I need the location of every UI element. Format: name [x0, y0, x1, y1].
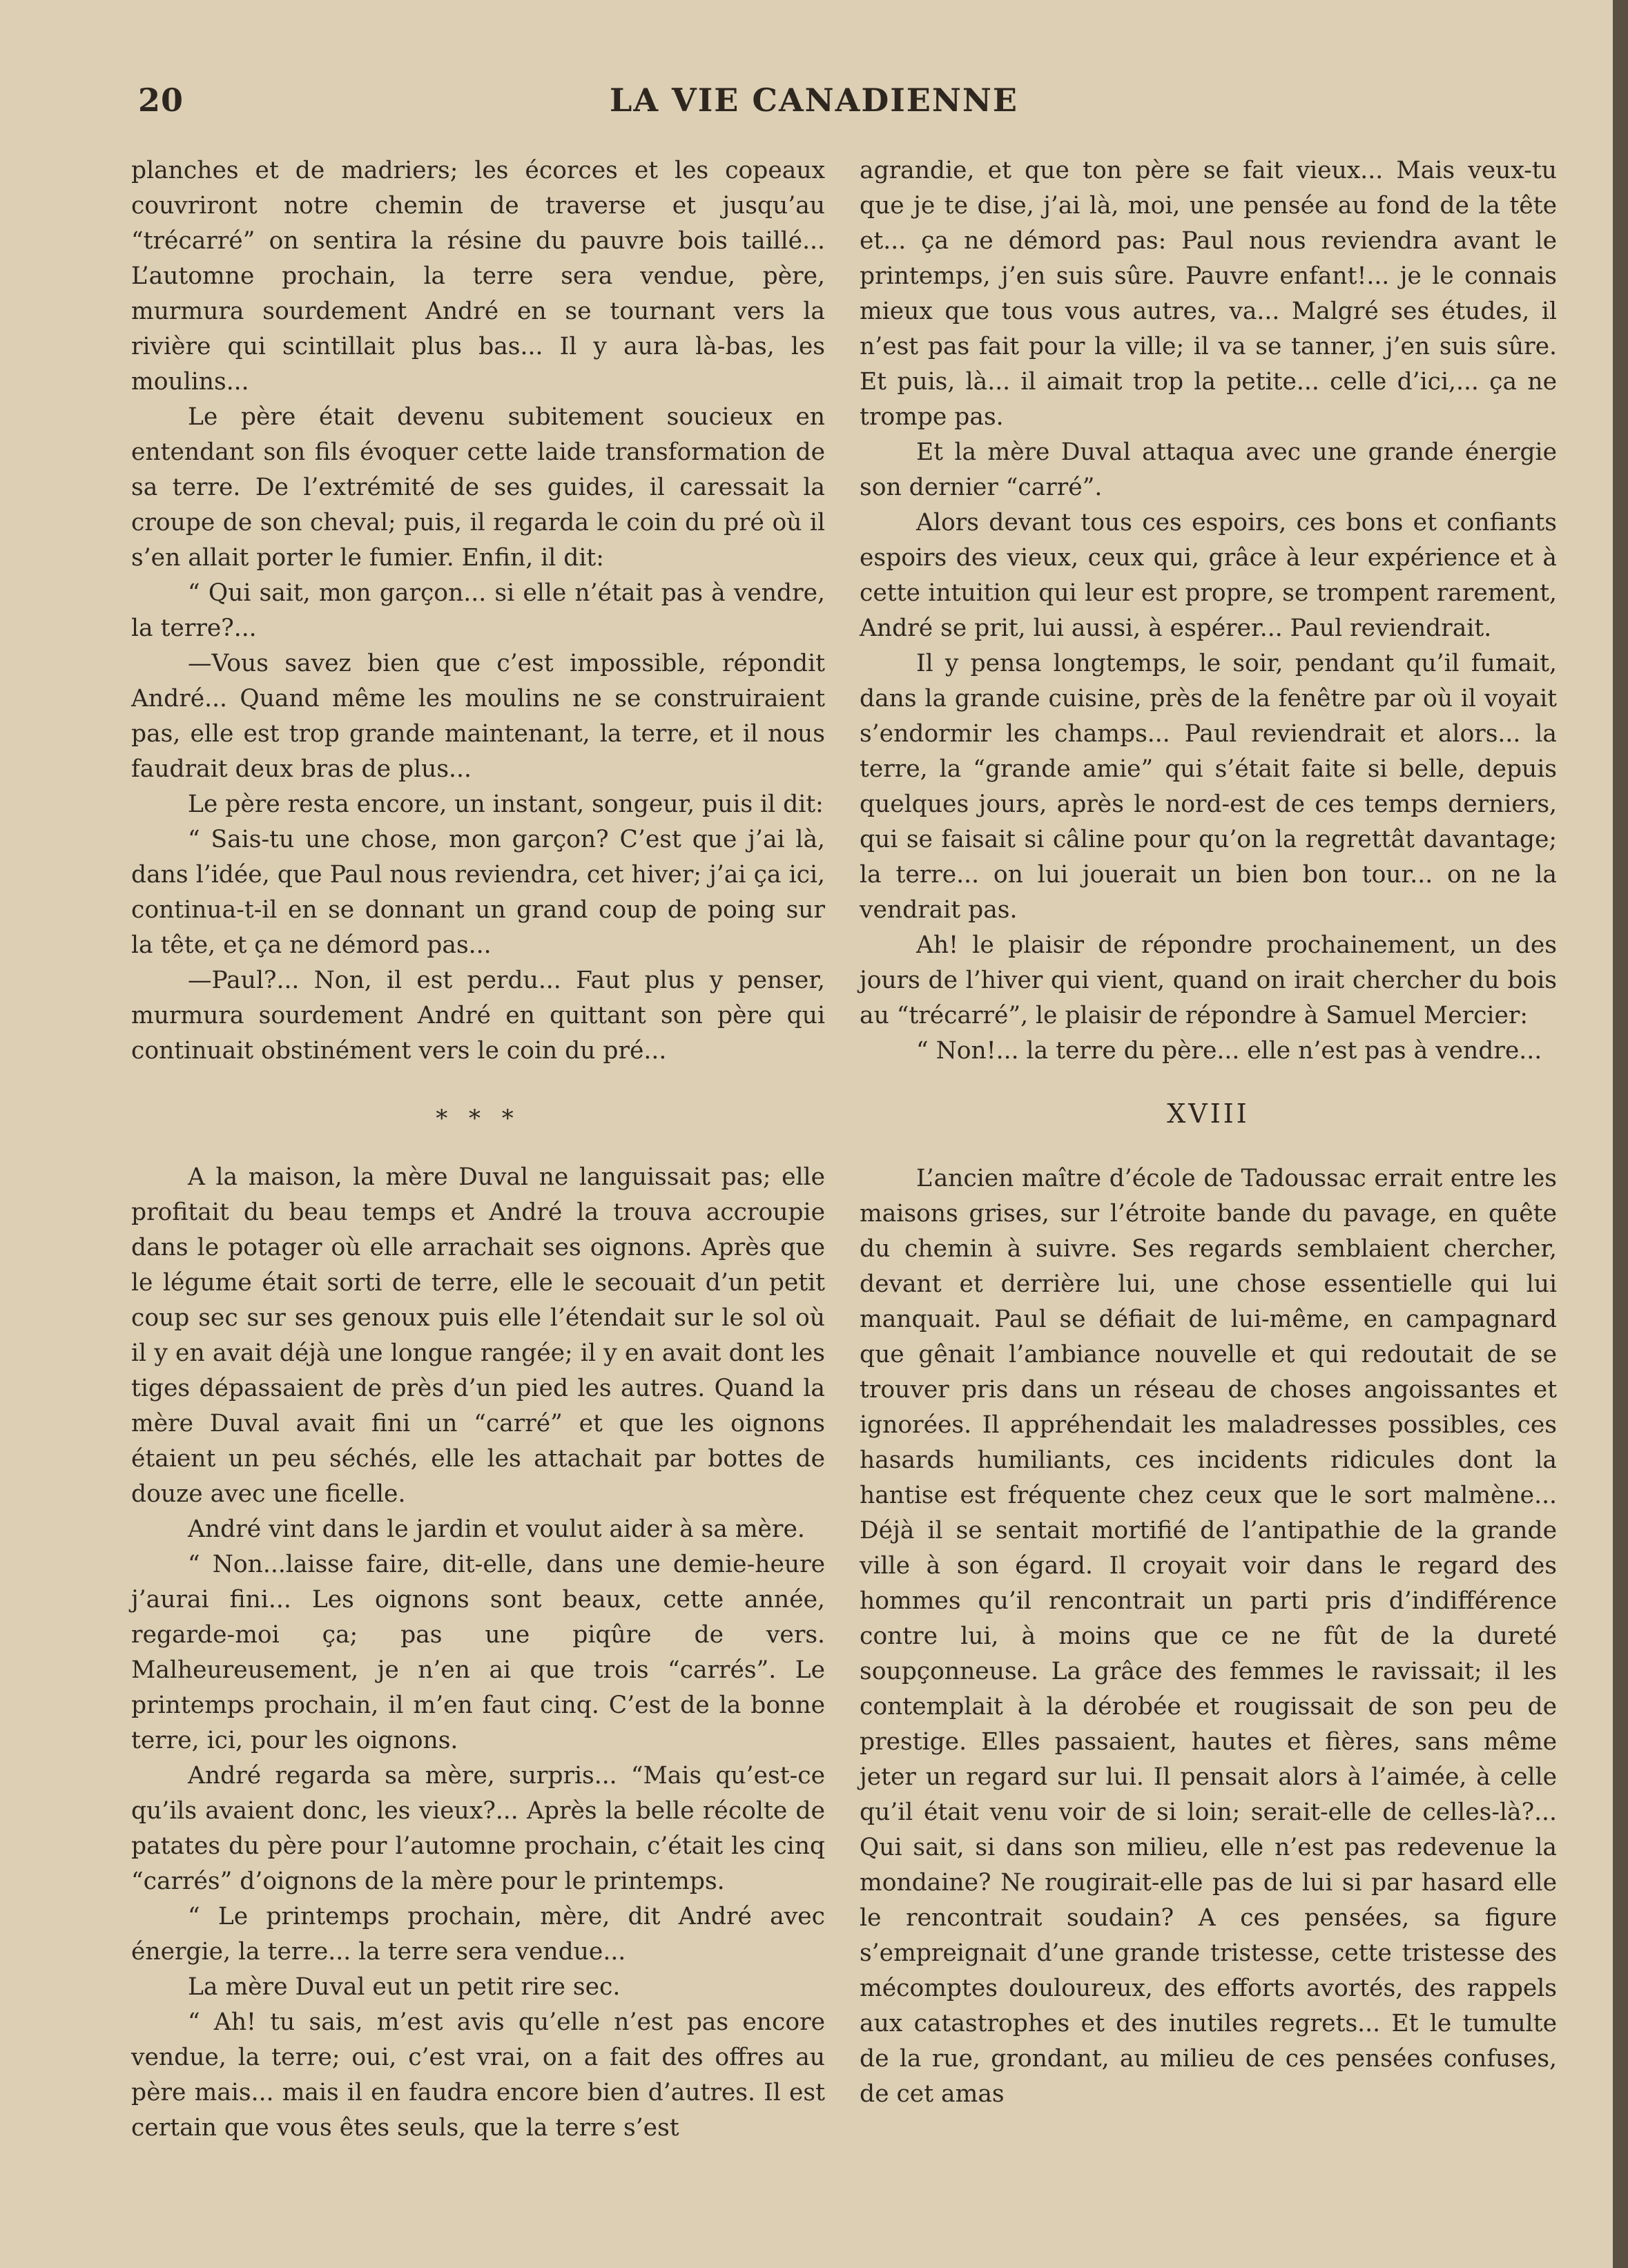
paragraph: André vint dans le jardin et voulut aider à sa mère. [188, 1515, 805, 1543]
paragraph: planches et de madriers; les écorces et les copeaux couvriront notre chemin de traverse et jusqu’au “trécarré” on sentira la résine du pauvre bois taillé... L’automne prochain, la terre sera vendue, père, murmura sourdement André en se tournant vers la rivière qui scintillait plus bas... Il y aura là-bas, les moulins... [131, 157, 825, 396]
left-column [131, 153, 825, 2146]
paragraph: La mère Duval eut un petit rire sec. [188, 1973, 621, 2001]
page-edge-shadow [1613, 0, 1628, 2268]
paragraph: André regarda sa mère, surpris... “Mais qu’est-ce qu’ils avaient donc, les vieux?... Après la belle récolte de patates du père pour l’automne prochain, c’était les cinq “carrés” d’oignons de la mère pour le printemps. [131, 1762, 825, 1895]
paragraph: “ Ah! tu sais, m’est avis qu’elle n’est pas encore vendue, la terre; oui, c’est vrai, on a fait des offres au père mais... mais il en faudra encore bien d’autres. Il est certain que vous êtes seuls, que la terre s’est [131, 2008, 825, 2142]
paragraph: Et la mère Duval attaqua avec une grande énergie son dernier “carré”. [860, 438, 1557, 501]
paragraph: A la maison, la mère Duval ne languissait pas; elle profitait du beau temps et André la trouva accroupie dans le potager où elle arrachait ses oignons. Après que le légume était sorti de terre, elle le secouait d’un petit coup sec sur ses genoux puis elle l’étendait sur le sol où il y en avait déjà une longue rangée; il y en avait dont les tiges dépassaient de près d’un pied les autres. Quand la mère Duval avait fini un “carré” et que les oignons étaient un peu séchés, elle les attachait par bottes de douze avec une ficelle. [131, 1163, 825, 1508]
paragraph: “ Sais-tu une chose, mon garçon? C’est que j’ai là, dans l’idée, que Paul nous reviendra, cet hiver; j’ai ça ici, continua-t-il en se donnant un grand coup de poing sur la tête, et ça ne démord pas... [131, 826, 825, 959]
paragraph: agrandie, et que ton père se fait vieux... Mais veux-tu que je te dise, j’ai là, moi, une pensée au fond de la tête et... ça ne démord pas: Paul nous reviendra avant le printemps, j’en suis sûre. Pauvre enfant!... je le connais mieux que tous vous autres, va... Malgré ses études, il n’est pas fait pour la ville; il va se tanner, j’en suis sûre. Et puis, là... il aimait trop la petite... celle d’ici,... ça ne trompe pas. [860, 157, 1557, 431]
chapter-heading: XVIII [1167, 1098, 1250, 1129]
paragraph: L’ancien maître d’école de Tadoussac errait entre les maisons grises, sur l’étroite bande du pavage, en quête du chemin à suivre. Ses regards semblaient chercher, devant et derrière lui, une chose essentielle qui lui manquait. Paul se défiait de lui-même, en campagnard que gênait l’ambiance nouvelle et qui redoutait de se trouver pris dans un réseau de choses angoissantes et ignorées. Il appréhendait les maladresses possibles, ces hasards humiliants, ces incidents ridicules dont la hantise est fréquente chez ceux que le sort malmène... Déjà il se sentait mortifié de l’antipathie de la grande ville à son égard. Il croyait voir dans le regard des hommes qu’il rencontrait un parti pris d’indifférence contre lui, à moins que ce ne fût de la dureté soupçonneuse. La grâce des femmes le ravissait; il les contemplait à la dérobée et rougissait de son peu de prestige. Elles passaient, hautes et fières, sans même jeter un regard sur lui. Il pensait alors à l’aimée, à celle qu’il était venu voir de si loin; serait-elle de celles-là?... Qui sait, si dans son milieu, elle n’est pas redevenue la mondaine? Ne rougirait-elle pas de lui si par hasard elle le rencontrait soudain? A ces pensées, sa figure s’empreignait d’une grande tristesse, cette tristesse des mécomptes douloureux, des efforts avortés, des rappels aux catastrophes et des inutiles regrets... Et le tumulte de la rue, grondant, au milieu de ces pensées confuses, de cet amas [860, 1165, 1557, 2108]
paragraph: Il y pensa longtemps, le soir, pendant qu’il fumait, dans la grande cuisine, près de la fenêtre par où il voyait s’endormir les champs... Paul reviendrait et alors... la terre, la “grande amie” qui s’était faite si belle, depuis quelques jours, après le nord-est de ces temps derniers, qui se faisait si câline pour qu’on la regrettât davantage; la terre... on lui jouerait un bien bon tour... on ne la vendrait pas. [860, 650, 1557, 924]
paragraph: “ Non!... la terre du père... elle n’est pas à vendre... [916, 1037, 1542, 1065]
page-header [138, 81, 1490, 130]
paragraph: “ Qui sait, mon garçon... si elle n’était pas à vendre, la terre?... [131, 579, 825, 642]
paragraph: “ Non...laisse faire, dit-elle, dans une demie-heure j’aurai fini... Les oignons sont beaux, cette année, regarde-moi ça; pas une piqûre de vers. Malheureusement, je n’en ai que trois “carrés”. Le printemps prochain, il m’en faut cinq. C’est de la bonne terre, ici, pour les oignons. [131, 1551, 825, 1754]
paragraph: —Paul?... Non, il est perdu... Faut plus y penser, murmura sourdement André en quittant son père qui continuait obstinément vers le coin du pré... [131, 967, 825, 1065]
paragraph: Ah! le plaisir de répondre prochainement, un des jours de l’hiver qui vient, quand on irait chercher du bois au “trécarré”, le plaisir de répondre à Samuel Mercier: [860, 931, 1557, 1029]
page-number: 20 [138, 81, 184, 119]
paragraph: “ Le printemps prochain, mère, dit André avec énergie, la terre... la terre sera vendue... [131, 1903, 825, 1966]
paragraph: —Vous savez bien que c’est impossible, répondit André... Quand même les moulins ne se construiraient pas, elle est trop grande maintenant, la terre, et il nous faudrait deux bras de plus... [131, 650, 825, 783]
section-separator: * * * [436, 1105, 521, 1132]
paragraph: Le père était devenu subitement soucieux en entendant son fils évoquer cette laide transformation de sa terre. De l’extrémité de ses guides, il caressait la croupe de son cheval; puis, il regarda le coin du pré où il s’en allait porter le fumier. Enfin, il dit: [131, 403, 825, 572]
paragraph: Le père resta encore, un instant, songeur, puis il dit: [188, 791, 824, 818]
paragraph: Alors devant tous ces espoirs, ces bons et confiants espoirs des vieux, ceux qui, grâce à leur expérience et à cette intuition qui leur est propre, se trompent rarement, André se prit, lui aussi, à espérer... Paul reviendrait. [860, 509, 1557, 642]
right-column [860, 153, 1557, 2112]
running-title: LA VIE CANADIENNE [610, 81, 1018, 119]
